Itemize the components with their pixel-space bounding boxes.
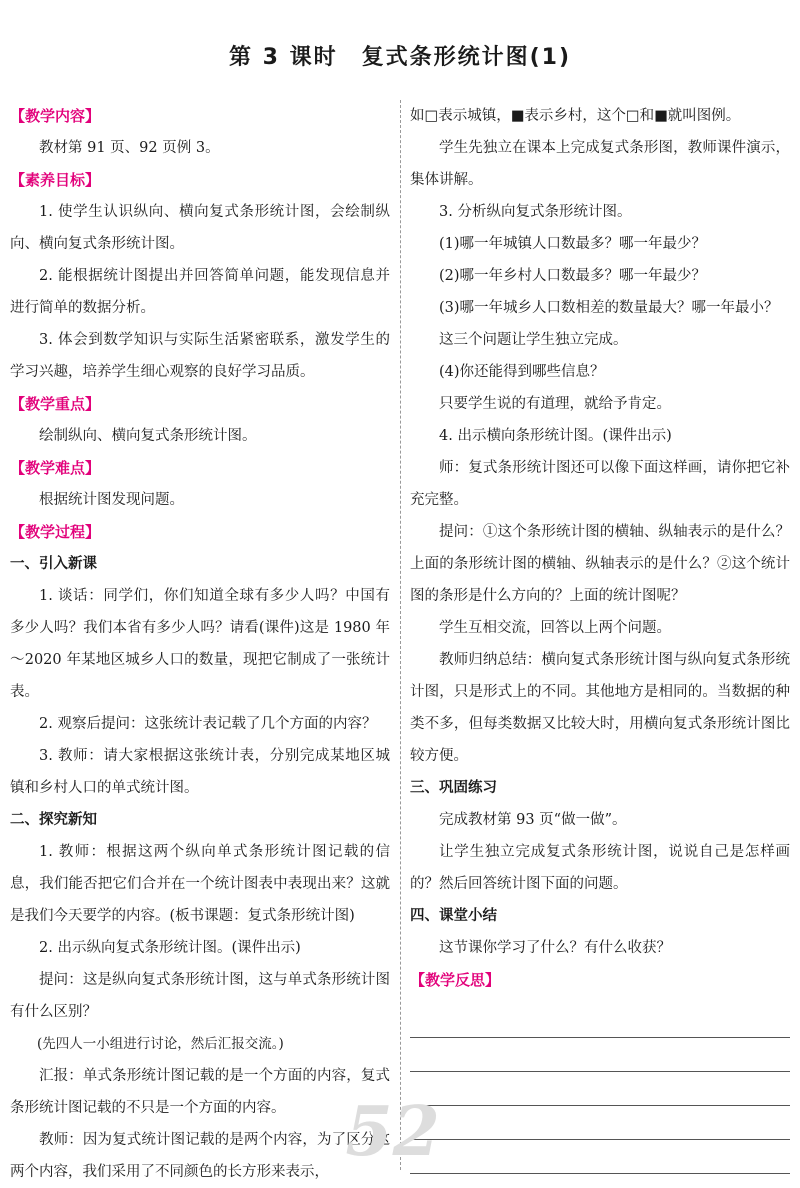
paragraph: 完成教材第 93 页“做一做”。 xyxy=(439,812,627,828)
paragraph: 2. 观察后提问：这张统计表记载了几个方面的内容？ xyxy=(39,716,377,732)
paragraph: 1. 谈话：同学们，你们知道全球有多少人吗？中国有多少人吗？我们本省有多少人吗？请看(课件)这是 1980 年～2020 年某地区城乡人口的数量，现把它制成了一张统计表。 xyxy=(10,588,390,700)
section-title: 二、探究新知 xyxy=(10,812,97,828)
paragraph: 学生互相交流，回答以上两个问题。 xyxy=(439,620,671,636)
paragraph: 2. 能根据统计图提出并回答简单问题，能发现信息并进行简单的数据分析。 xyxy=(10,268,390,316)
heading-difficulties: 【教学难点】 xyxy=(10,459,101,477)
paragraph: 汇报：单式条形统计图记载的是一个方面的内容，复式条形统计图记载的不只是一个方面的内容。 xyxy=(10,1068,390,1116)
heading-process: 【教学过程】 xyxy=(10,523,101,541)
paragraph: 1. 使学生认识纵向、横向复式条形统计图，会绘制纵向、横向复式条形统计图。 xyxy=(10,204,390,252)
paragraph: (先四人一小组进行讨论，然后汇报交流。) xyxy=(37,1036,284,1052)
section-title: 三、巩固练习 xyxy=(410,780,497,796)
page-number: 52 xyxy=(345,1092,440,1172)
paragraph: 教材第 91 页、92 页例 3。 xyxy=(39,140,220,156)
heading-teaching-content: 【教学内容】 xyxy=(10,107,101,125)
paragraph: 教师归纳总结：横向复式条形统计图与纵向复式条形统计图，只是形式上的不同。其他地方是相同的。当数据的种类不多，但每类数据又比较大时，用横向复式条形统计图比较方便。 xyxy=(410,652,790,764)
heading-key-points: 【教学重点】 xyxy=(10,395,101,413)
column-divider xyxy=(400,100,401,1170)
paragraph: 这节课你学习了什么？有什么收获？ xyxy=(439,940,671,956)
question: (4)你还能得到哪些信息？ xyxy=(439,364,605,380)
paragraph: 4. 出示横向条形统计图。(课件出示) xyxy=(439,428,672,444)
reflection-writing-lines xyxy=(410,1004,790,1174)
writing-line xyxy=(410,1072,790,1106)
paragraph: 这三个问题让学生独立完成。 xyxy=(439,332,628,348)
writing-line xyxy=(410,1106,790,1140)
paragraph: 学生先独立在课本上完成复式条形图，教师课件演示，集体讲解。 xyxy=(410,140,790,188)
section-title: 四、课堂小结 xyxy=(410,908,497,924)
question: (3)哪一年城乡人口数相差的数量最大？哪一年最小？ xyxy=(439,300,779,316)
section-title: 一、引入新课 xyxy=(10,556,97,572)
paragraph: 3. 体会到数学知识与实际生活紧密联系，激发学生的学习兴趣，培养学生细心观察的良好学习品质。 xyxy=(10,332,390,380)
paragraph: 根据统计图发现问题。 xyxy=(39,492,184,508)
paragraph: 教师：因为复式统计图记载的是两个内容，为了区分这两个内容，我们采用了不同颜色的长方形来表示， xyxy=(10,1132,390,1180)
left-column xyxy=(10,100,390,1188)
question: (1)哪一年城镇人口数最多？哪一年最少？ xyxy=(439,236,707,252)
paragraph: 3. 分析纵向复式条形统计图。 xyxy=(439,204,632,220)
paragraph: 只要学生说的有道理，就给予肯定。 xyxy=(439,396,671,412)
page-title: 第 3 课时 复式条形统计图(1) xyxy=(228,45,572,70)
writing-line xyxy=(410,1004,790,1038)
paragraph: 绘制纵向、横向复式条形统计图。 xyxy=(39,428,257,444)
right-column xyxy=(410,100,790,1174)
heading-goals: 【素养目标】 xyxy=(10,171,101,189)
paragraph: 师：复式条形统计图还可以像下面这样画，请你把它补充完整。 xyxy=(410,460,790,508)
paragraph: 2. 出示纵向复式条形统计图。(课件出示) xyxy=(39,940,301,956)
question: (2)哪一年乡村人口数最多？哪一年最少？ xyxy=(439,268,707,284)
writing-line xyxy=(410,1038,790,1072)
paragraph: 3. 教师：请大家根据这张统计表，分别完成某地区城镇和乡村人口的单式统计图。 xyxy=(10,748,390,796)
paragraph: 如□表示城镇，■表示乡村，这个□和■就叫图例。 xyxy=(410,108,741,124)
paragraph: 提问：这是纵向复式条形统计图，这与单式条形统计图有什么区别？ xyxy=(10,972,390,1020)
heading-reflection: 【教学反思】 xyxy=(410,971,501,989)
paragraph: 提问：①这个条形统计图的横轴、纵轴表示的是什么？上面的条形统计图的横轴、纵轴表示的是什么？②这个统计图的条形是什么方向的？上面的统计图呢？ xyxy=(410,524,790,604)
paragraph: 1. 教师：根据这两个纵向单式条形统计图记载的信息，我们能否把它们合并在一个统计图表中表现出来？这就是我们今天要学的内容。(板书课题：复式条形统计图) xyxy=(10,844,390,924)
writing-line xyxy=(410,1140,790,1174)
paragraph: 让学生独立完成复式条形统计图，说说自己是怎样画的？然后回答统计图下面的问题。 xyxy=(410,844,790,892)
